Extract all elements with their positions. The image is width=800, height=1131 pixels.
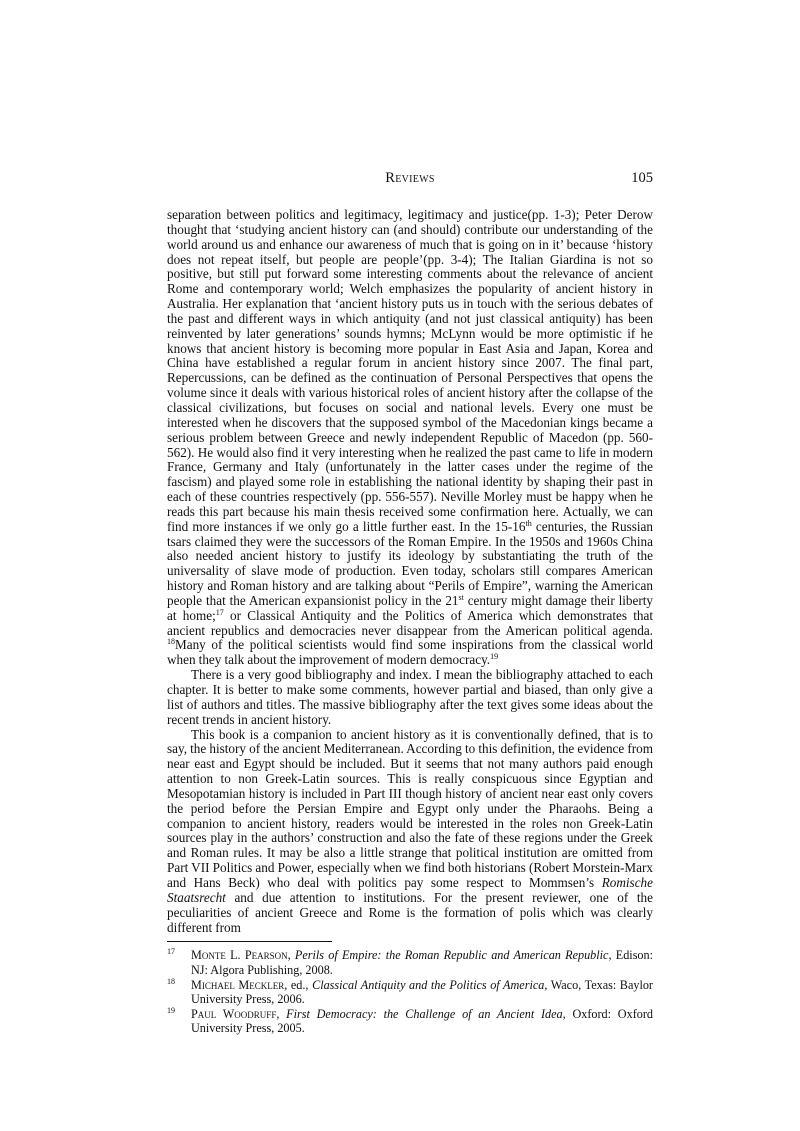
text-run: , Waco, Texas: Baylor University Press, 2006. [191,977,653,1007]
text-run: , ed., [284,977,313,992]
paragraph [167,668,653,727]
footnote-reference: st [458,592,464,602]
text-run: This book is a companion to ancient history as it is conventionally defined, that is to say, the history of the ancient Mediterranean. According to this definition, the evidence from near east and Egypt should be included. But it seems that not many authors paid enough attention to non Greek-Latin sources. This is really conspicuous since Egyptian and Mesopotamian history is included in Part III though history of ancient near east only covers the period before the Persian Empire and Egypt only under the Pharaohs. Being a companion to ancient history, readers would be interested in the roles non Greek-Latin sources play in the authors’ construction and also the fate of these regions under the Greek and Roman rules. It may be also a little strange that political institution are omitted from Part VII Politics and Power, especially when we find both historians (Robert Morstein-Marx and Hans Beck) who deal with politics pay some respect to Mommsen’s [167,726,653,890]
footnote [167,978,653,1007]
author-name: Paul Woodruff [191,1006,277,1021]
italic-title: Romische Staatsrecht [167,874,653,905]
italic-title: Perils of Empire: the Roman Republic and American Republic [294,948,609,963]
text-run: , [287,948,295,963]
footnote-reference: 17 [215,607,224,617]
footnote-divider [167,941,332,942]
footnote-reference: 19 [490,652,499,662]
body-text [167,208,653,935]
text-column [167,208,653,1036]
text-run: Many of the political scientists would find some inspirations from the classical world when they talk about the improvement of modern democracy. [167,637,653,668]
author-name: Michael Meckler [191,977,285,992]
italic-title: First Democracy: the Challenge of an Ancient Idea [286,1006,563,1021]
footnote-number: 17 [167,947,175,957]
text-run: or Classical Antiquity and the Politics of America which demonstrates that ancient republics and democracies never disappear from the American political agenda. [167,607,654,638]
page-number: 105 [631,170,653,186]
footnote-reference: 18 [167,637,175,647]
text-run: century might damage their liberty at home; [167,592,653,623]
text-run: , Edison: NJ: Algora Publishing, 2008. [191,948,654,977]
text-run: There is a very good bibliography and index. I mean the bibliography attached to each chapter. It is better to make some comments, however partial and biased, than only give a list of authors and titles. The massive bibliography after the text gives some ideas about the recent trends in ancient history. [167,667,653,727]
footnotes [167,948,653,1036]
text-run: and due attention to institutions. For the present reviewer, one of the peculiarities of ancient Greece and Rome is the formation of polis which was clearly different from [167,889,653,935]
footnote [167,948,653,977]
text-run: centuries, the Russian tsars claimed they were the successors of the Roman Empire. In the 1950s and 1960s China also needed ancient history to justify its ideology by substantiating the truth of the universality of slave mode of production. Even today, scholars still compares American history and Roman history and are talking about “Perils of Empire”, warning the American people that the American expansionist policy in the 21 [167,518,653,608]
paragraph [167,208,653,668]
text-run: , Oxford: Oxford University Press, 2005. [191,1006,653,1036]
text-run: separation between politics and legitimacy, legitimacy and justice(pp. 1-3); Peter Derow thought that ‘studying ancient history can (and should) contribute our understanding of the world around us and enhance our awareness of much that is going on in it’ because ‘history does not repeat itself, but people are people’(pp. 3-4); The Italian Giardina is not so positive, but still put forward some interesting comments about the relevance of ancient Rome and contemporary world; Welch emphasizes the popularity of ancient history in Australia. Her explanation that ‘ancient history puts us in touch with the serious debates of the past and different ways in which antiquity (and not just classical antiquity) has been reinvented by later generations’ sounds hymns; McLynn would be more optimistic if he knows that ancient history is becoming more popular in East Asia and Japan, Korea and China have established a regular forum in ancient history since 2007. The final part, Repercussions, can be defined as the continuation of Personal Perspectives that opens the volume since it deals with various historical roles of ancient history after the collapse of the classical civilizations, but focuses on social and national levels. Every one must be interested when he discovers that the supposed symbol of the Macedonian kings became a serious problem between Greece and newly independent Republic of Macedon (pp. 560-562). He would also find it very interesting when he realized the past came to life in modern France, Germany and Italy (unfortunately in the latter cases under the regime of the fascism) and played some role in establishing the national identity by shaping their past in each of these countries respectively (pp. 556-557). Neville Morley must be happy when he reads this part because his main thesis received some confirmation here. Actually, we can find more instances if we only go a little further east. In the 15-16 [167,207,653,534]
author-name: Monte L. Pearson [191,948,288,963]
footnote-number: 19 [167,1005,175,1015]
footnote [167,1007,653,1036]
footnote-number: 18 [167,976,175,986]
text-run: , [276,1006,287,1021]
paragraph [167,728,653,936]
italic-title: Classical Antiquity and the Politics of America [312,977,545,992]
running-header [167,170,653,190]
footnote-reference: th [525,518,532,528]
running-title: Reviews [385,170,435,186]
